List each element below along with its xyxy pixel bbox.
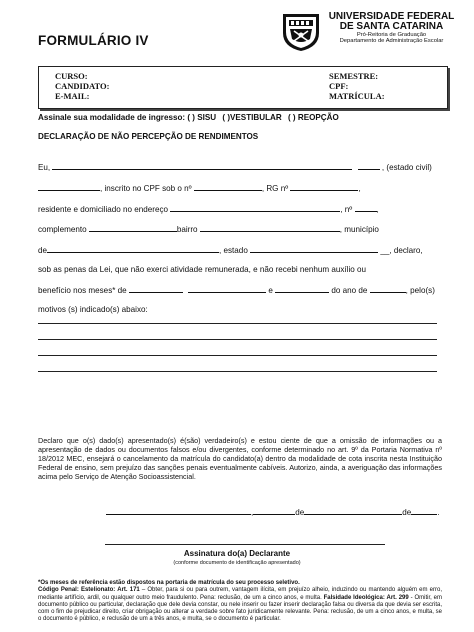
body-line-4 xyxy=(38,224,379,234)
complemento-label: complemento xyxy=(38,225,87,234)
curso-label: CURSO: xyxy=(55,71,88,81)
city-field[interactable] xyxy=(106,507,254,517)
address-field[interactable] xyxy=(170,204,340,212)
footnote xyxy=(38,580,442,624)
month-date-field[interactable] xyxy=(304,507,402,515)
declaro-label: __, declaro, xyxy=(380,246,423,255)
student-info-box xyxy=(38,66,448,109)
motivos-line: motivos (s) indicado(s) abaixo: xyxy=(38,305,148,314)
email-label: E-MAIL: xyxy=(55,91,90,101)
reason-line-1[interactable] xyxy=(38,323,437,324)
footnote-legal-text xyxy=(38,587,442,623)
number-field[interactable] xyxy=(355,204,377,212)
month-field-1[interactable] xyxy=(129,285,183,293)
signature-line[interactable] xyxy=(105,544,385,545)
semestre-label: SEMESTRE: xyxy=(329,71,379,81)
year-date-field[interactable] xyxy=(411,507,440,517)
residente-label: residente e domiciliado no endereço xyxy=(38,205,169,214)
date-de-2: de xyxy=(402,508,412,517)
bairro-label: bairro xyxy=(176,225,198,234)
date-line xyxy=(106,507,440,517)
reason-line-4[interactable] xyxy=(38,371,437,372)
body-line-2 xyxy=(38,183,361,193)
sob-penas-line: sob as penas da Lei, que não exerci atividade remunerada, e não recebi nenhum auxílio ou xyxy=(38,265,367,274)
cpf-label: CPF: xyxy=(329,81,349,91)
signature-title: Assinatura do(a) Declarante xyxy=(183,549,291,558)
numero-label: , nº xyxy=(340,205,353,214)
comma-1: , xyxy=(358,184,361,193)
municipio-label: , município xyxy=(339,225,379,234)
de-label: de xyxy=(38,246,48,255)
comma-2: , xyxy=(376,205,379,214)
declaration-paragraph: Declaro que o(s) dado(s) apresentado(s) é(são) verdadeiro(s) e estou ciente de que a omissão de informações ou a apresentação de dados ou documentos falsos e/ou divergentes, conforme determinado no art. 9º da Portaria Normativa nº 18/2012 MEC, ensejará o cancelamento da matrícula do candidato(a) dentro da modalidade de cota inscrita nesta Instituição Federal de ensino, sem prejuízo das sanções penais eventualmente cabíveis. Autorizo, ainda, a averiguação das informações acima pelo Serviço de Atenção Socioassistencial. xyxy=(38,436,442,482)
university-name-line1: UNIVERSIDADE FEDERAL xyxy=(328,11,455,22)
complemento-field[interactable] xyxy=(89,224,177,232)
estado-field[interactable] xyxy=(250,245,378,253)
modalidade-sisu-option[interactable]: ( ) SISU xyxy=(187,113,217,122)
date-de-1: de xyxy=(295,508,305,517)
e-label: e xyxy=(268,286,273,295)
municipio-field[interactable] xyxy=(47,245,219,253)
date-end: . xyxy=(437,508,440,517)
modalidade-prefix: Assinale sua modalidade de ingresso: xyxy=(38,113,186,122)
matricula-label: MATRÍCULA: xyxy=(329,91,385,101)
cpf-field[interactable] xyxy=(194,183,262,191)
university-header xyxy=(324,12,459,45)
inscrito-cpf-label: , inscrito no CPF sob o nº xyxy=(100,184,192,193)
signature-subtitle: (conforme documento de identificação apresentado) xyxy=(173,560,301,566)
year-field[interactable] xyxy=(370,285,406,293)
body-line-7 xyxy=(38,285,435,295)
month-field-3[interactable] xyxy=(275,285,329,293)
beneficio-label: benefício nos meses* de xyxy=(38,286,127,295)
footnote-label-falsidade: Falsidade Ideológica: Art. 299 xyxy=(321,594,409,601)
department-line2: Departamento de Administração Escolar xyxy=(339,37,444,44)
department-line1: Pró-Reitoria de Graduação xyxy=(356,32,427,38)
reason-line-2[interactable] xyxy=(38,339,437,340)
day-field[interactable] xyxy=(253,507,295,515)
declaration-title: DECLARAÇÃO DE NÃO PERCEPÇÃO DE RENDIMENTOS xyxy=(38,132,259,141)
pelos-label: , pelo(s) xyxy=(405,286,435,295)
candidato-label: CANDIDATO: xyxy=(55,81,110,91)
body-line-3 xyxy=(38,204,379,214)
ufsc-crest-icon xyxy=(280,11,322,53)
rg-field[interactable] xyxy=(290,183,361,193)
modalidade-reopcao-option[interactable]: ( ) REOPÇÃO xyxy=(287,113,339,122)
footnote-text-falsidade: - Omitir, em documento público ou particular, declaração que dele devia constar, ou nele inserir ou fazer inserir declaração falsa ou diversa da que devia ser escrita, com o fim de prejudicar direito, criar obrigação ou alterar a verdade sobre fato juridicamente relevante. Pena: reclusão, de um a cinco anos, e multa, se o documento é público, e reclusão de um a três anos, e multa, se o documento é particular. xyxy=(38,594,442,623)
estado-civil-label: , (estado civil) xyxy=(381,163,432,172)
month-field-2[interactable] xyxy=(188,285,266,293)
form-title: FORMULÁRIO IV xyxy=(38,33,149,48)
civil-status-continuation-field[interactable] xyxy=(38,183,100,191)
eu-label: Eu, xyxy=(38,163,51,172)
footnote-line1: *Os meses de referência estão dispostos na portaria de matrícula do seu processo seletivo. xyxy=(38,580,300,586)
name-field[interactable] xyxy=(52,162,352,170)
bairro-field[interactable] xyxy=(200,224,340,232)
reason-line-3[interactable] xyxy=(38,355,437,356)
body-line-5 xyxy=(38,245,423,255)
footnote-text-estelionato: – Obter, para si ou para outrem, vantagem ilícita, em prejuízo alheio, induzindo ou mantendo alguém em erro, mediante artifício, ardil, ou qualquer outro meio fraudulento. Pena: reclusão, de um a cinco anos, e multa. xyxy=(38,587,443,601)
comma-3: , xyxy=(251,508,254,517)
university-name-line2: DE SANTA CATARINA xyxy=(339,21,444,32)
estado-label: , estado xyxy=(219,246,248,255)
footnote-label-estelionato: Código Penal: Estelionato: Art. 171 xyxy=(38,587,140,594)
do-ano-de-label: do ano de xyxy=(331,286,368,295)
civil-status-field[interactable] xyxy=(358,162,380,170)
modalidade-line xyxy=(38,113,339,122)
rg-label: , RG nº xyxy=(261,184,289,193)
modalidade-vestibular-option[interactable]: ( )VESTIBULAR xyxy=(222,113,282,122)
body-line-1 xyxy=(38,162,432,172)
